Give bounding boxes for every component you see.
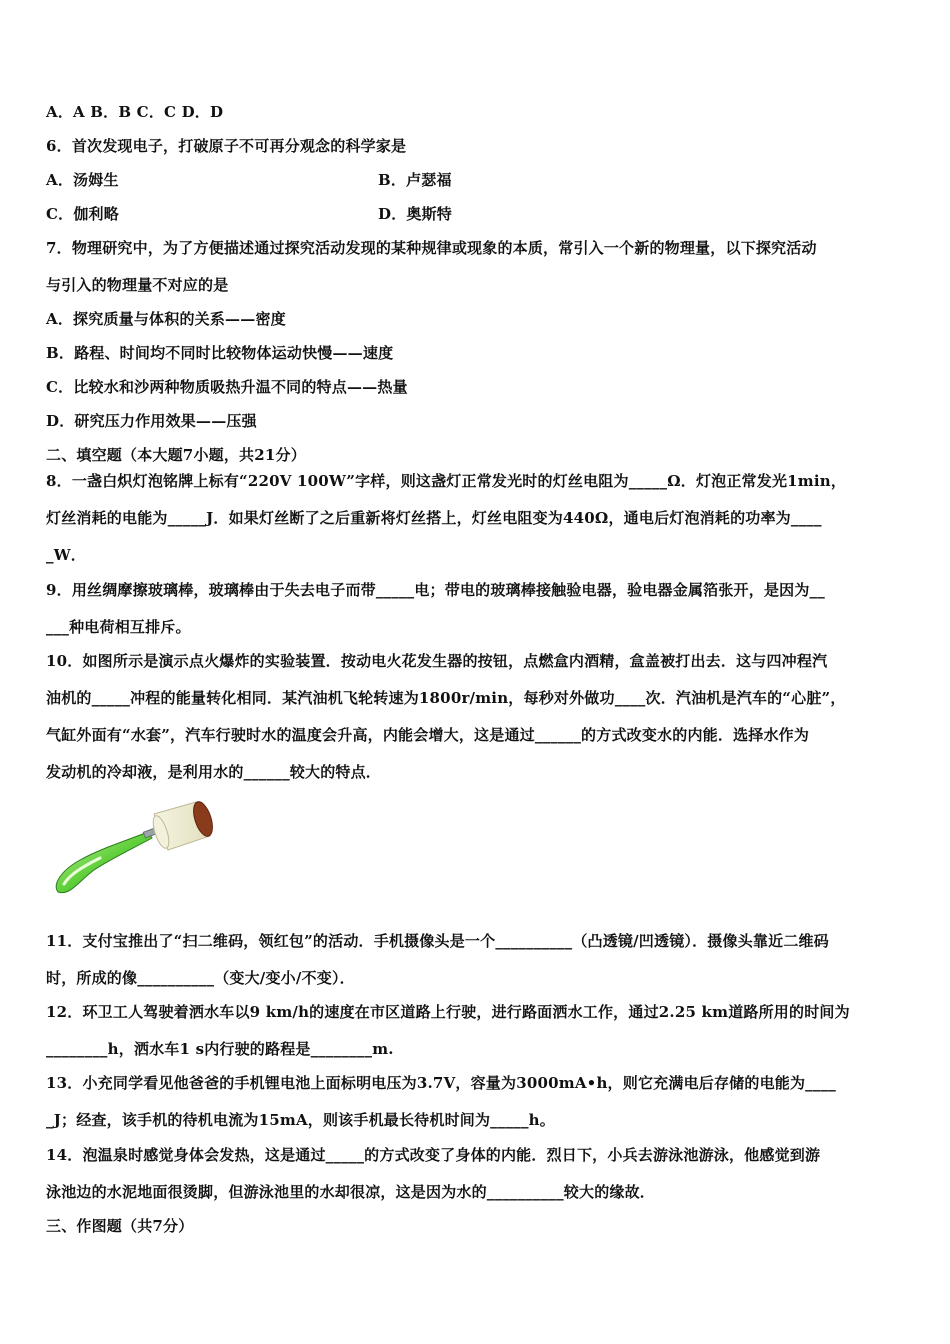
q9-line2: ___种电荷相互排斥。	[46, 618, 191, 636]
q7-option-c: C．比较水和沙两种物质吸热升温不同的特点——热量	[46, 378, 408, 396]
section-2-heading: 二、填空题（本大题7小题，共21分）	[46, 446, 306, 464]
q14-line1: 14．泡温泉时感觉身体会发热，这是通过_____的方式改变了身体的内能．烈日下，小兵去游泳池游泳，他感觉到游	[46, 1146, 821, 1164]
ignition-device-figure	[50, 796, 220, 904]
q13-line2: _J；经查，该手机的待机电流为15mA，则该手机最长待机时间为_____h。	[46, 1111, 555, 1129]
q5-options: A．A B．B C．C D．D	[46, 103, 224, 121]
q7-stem-line1: 7．物理研究中，为了方便描述通过探究活动发现的某种规律或现象的本质，常引入一个新的物理量，以下探究活动	[46, 239, 817, 257]
q10-line4: 发动机的冷却液，是利用水的______较大的特点．	[46, 763, 382, 781]
q7-option-d: D．研究压力作用效果——压强	[46, 412, 257, 430]
q6-option-b: B．卢瑟福	[378, 171, 452, 189]
q7-option-a: A．探究质量与体积的关系——密度	[46, 310, 286, 328]
q6-option-c: C．伽利略	[46, 205, 119, 223]
q11-line2: 时，所成的像__________（变大/变小/不变）．	[46, 969, 355, 987]
section-3-heading: 三、作图题（共7分）	[46, 1217, 194, 1235]
q12-line1: 12．环卫工人驾驶着洒水车以9 km/h的速度在市区道路上行驶，进行路面洒水工作，通过2.25 km道路所用的时间为	[46, 1003, 850, 1021]
q6-option-a: A．汤姆生	[46, 171, 119, 189]
q8-line1: 8．一盏白炽灯泡铭牌上标有“220V 100W”字样，则这盏灯正常发光时的灯丝电阻为_____Ω．灯泡正常发光1min，	[46, 472, 847, 490]
q13-line1: 13．小充同学看见他爸爸的手机锂电池上面标明电压为3.7V，容量为3000mA•h，则它充满电后存储的电能为____	[46, 1074, 836, 1092]
q14-line2: 泳池边的水泥地面很烫脚，但游泳池里的水却很凉，这是因为水的__________较大的缘故．	[46, 1183, 656, 1201]
q9-line1: 9．用丝绸摩擦玻璃棒，玻璃棒由于失去电子而带_____电；带电的玻璃棒接触验电器，验电器金属箔张开，是因为__	[46, 581, 825, 599]
q10-line1: 10．如图所示是演示点火爆炸的实验装置．按动电火花发生器的按钮，点燃盒内酒精，盒盖被打出去．这与四冲程汽	[46, 652, 828, 670]
igniter-handle	[56, 832, 152, 893]
q12-line2: ________h，洒水车1 s内行驶的路程是________m.	[46, 1040, 394, 1058]
q8-line2: 灯丝消耗的电能为_____J．如果灯丝断了之后重新将灯丝搭上，灯丝电阻变为440Ω，通电后灯泡消耗的功率为____	[46, 509, 822, 527]
q10-line2: 油机的_____冲程的能量转化相同．某汽油机飞轮转速为1800r/min，每秒对外做功____次．汽油机是汽车的“心脏”，	[46, 689, 846, 707]
q7-stem-line2: 与引入的物理量不对应的是	[46, 276, 229, 294]
q8-line3: _W．	[46, 546, 86, 564]
q6-option-d: D．奥斯特	[378, 205, 453, 223]
q7-option-b: B．路程、时间均不同时比较物体运动快慢——速度	[46, 344, 394, 362]
q10-line3: 气缸外面有“水套”，汽车行驶时水的温度会升高，内能会增大，这是通过______的方式改变水的内能．选择水作为	[46, 726, 810, 744]
q6-stem: 6．首次发现电子，打破原子不可再分观念的科学家是	[46, 137, 407, 155]
q11-line1: 11．支付宝推出了“扫二维码，领红包”的活动．手机摄像头是一个__________（凸透镜/凹透镜）．摄像头靠近二维码	[46, 932, 829, 950]
